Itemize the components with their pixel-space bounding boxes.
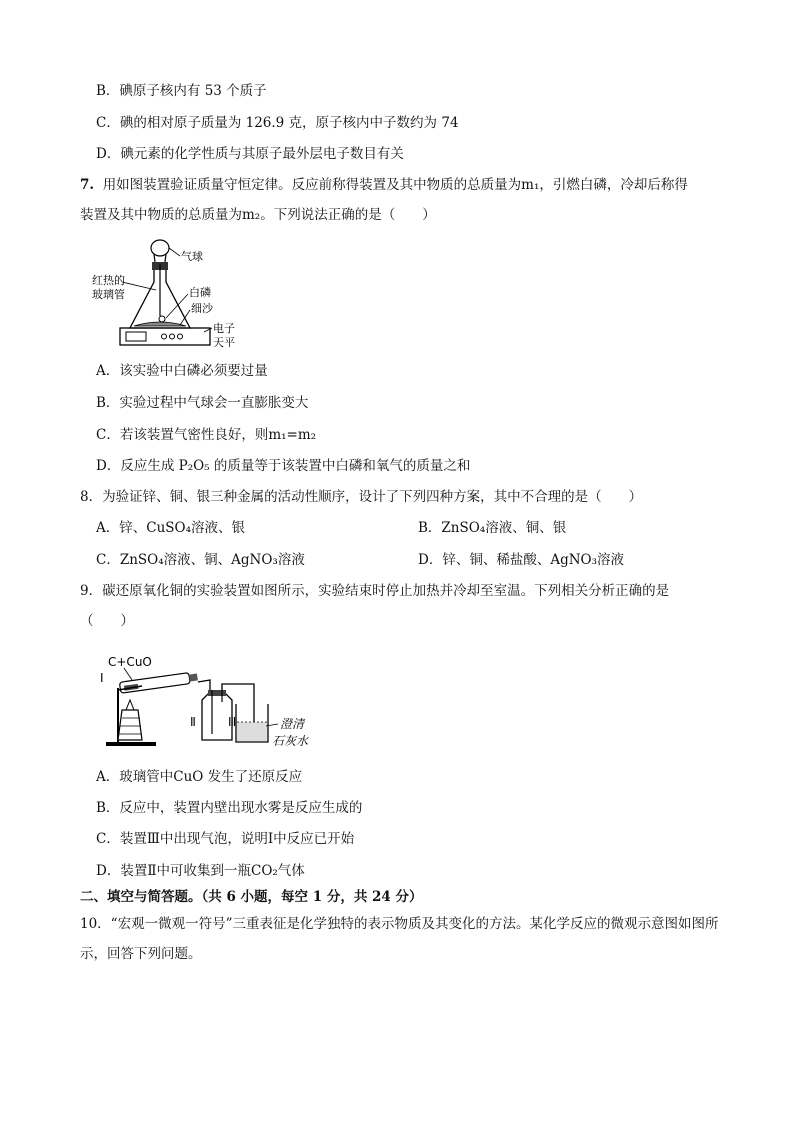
q7-option-b: B．实验过程中气球会一直膨胀变大: [96, 395, 309, 411]
balance-shape: [120, 328, 210, 345]
q6-option-d: D．碘元素的化学性质与其原子最外层电子数目有关: [96, 146, 404, 162]
label-clear: 澄清: [280, 717, 305, 731]
q7-figure: [92, 236, 242, 352]
reaction-tube-shape: [119, 673, 190, 694]
q7-stem-line2: 装置及其中物质的总质量为m₂。下列说法正确的是（ ）: [80, 207, 436, 223]
q7-stem-line1: [80, 176, 688, 194]
q7-number: 7.: [80, 177, 95, 193]
section-2-heading: 二、填空与简答题。（共 6 小题，每空 1 分，共 24 分）: [80, 889, 423, 905]
q9-option-d: D．装置Ⅱ中可收集到一瓶CO₂气体: [96, 863, 305, 879]
q8-stem: 8．为验证锌、铜、银三种金属的活动性顺序，设计了下列四种方案，其中不合理的是（ ）: [80, 489, 643, 505]
balloon-shape: [151, 240, 169, 256]
label-I: I: [100, 671, 104, 685]
label-white-phosphorus: 白磷: [189, 286, 211, 299]
q10-stem: 10．“宏观一微观一符号”三重表征是化学独特的表示物质及其变化的方法。某化学反应的微观示意图如图所示，回答下列问题。: [80, 916, 719, 962]
burner-shape: [118, 710, 142, 740]
q8-option-c: C．ZnSO₄溶液、铜、AgNO₃溶液: [96, 552, 305, 568]
q7-option-a: A．该实验中白磷必须要过量: [96, 363, 268, 379]
q9-stem-line1: 9．碳还原氧化铜的实验装置如图所示，实验结束时停止加热并冷却至室温。下列相关分析正确的是: [80, 583, 670, 599]
q6-option-c: C．碘的相对原子质量为 126.9 克，原子核内中子数约为 74: [96, 115, 459, 131]
q9-stem-line2: （ ）: [80, 613, 134, 629]
q9-option-b: B．反应中，装置内壁出现水雾是反应生成的: [96, 800, 363, 816]
q9-figure: [98, 650, 320, 750]
label-III: Ⅲ: [228, 715, 237, 729]
q6-option-b: B．碘原子核内有 53 个质子: [96, 83, 267, 99]
label-balloon: 气球: [181, 250, 203, 263]
q8-option-b: B．ZnSO₄溶液、铜、银: [418, 520, 567, 536]
q7-option-d: D．反应生成 P₂O₅ 的质量等于该装置中白磷和氧气的质量之和: [96, 458, 471, 474]
q9-option-c: C．装置Ⅲ中出现气泡，说明Ⅰ中反应已开始: [96, 831, 355, 847]
label-red-hot: 红热的: [92, 274, 125, 287]
q7-stem-text: 用如图装置验证质量守恒定律。反应前称得装置及其中物质的总质量为m₁，引燃白磷，冷却后称得: [102, 177, 688, 193]
q9-option-a: A．玻璃管中CuO 发生了还原反应: [96, 769, 303, 785]
label-glass-tube: 玻璃管: [92, 288, 125, 301]
label-limewater: 石灰水: [272, 734, 309, 748]
label-electronic: 电子: [213, 322, 235, 335]
label-balance: 天平: [213, 336, 235, 349]
white-phosphorus-shape: [159, 316, 165, 322]
label-sand: 细沙: [191, 302, 213, 315]
q8-option-d: D．锌、铜、稀盐酸、AgNO₃溶液: [418, 552, 625, 568]
label-II: Ⅱ: [190, 715, 196, 729]
q8-option-a: A．锌、CuSO₄溶液、银: [96, 520, 246, 536]
q9-apparatus-diagram: [98, 650, 320, 750]
q7-apparatus-diagram: [92, 236, 242, 352]
label-c-cuo: C+CuO: [108, 655, 152, 669]
q7-option-c: C．若该装置气密性良好，则m₁=m₂: [96, 427, 317, 443]
sand-shape: [134, 322, 186, 326]
